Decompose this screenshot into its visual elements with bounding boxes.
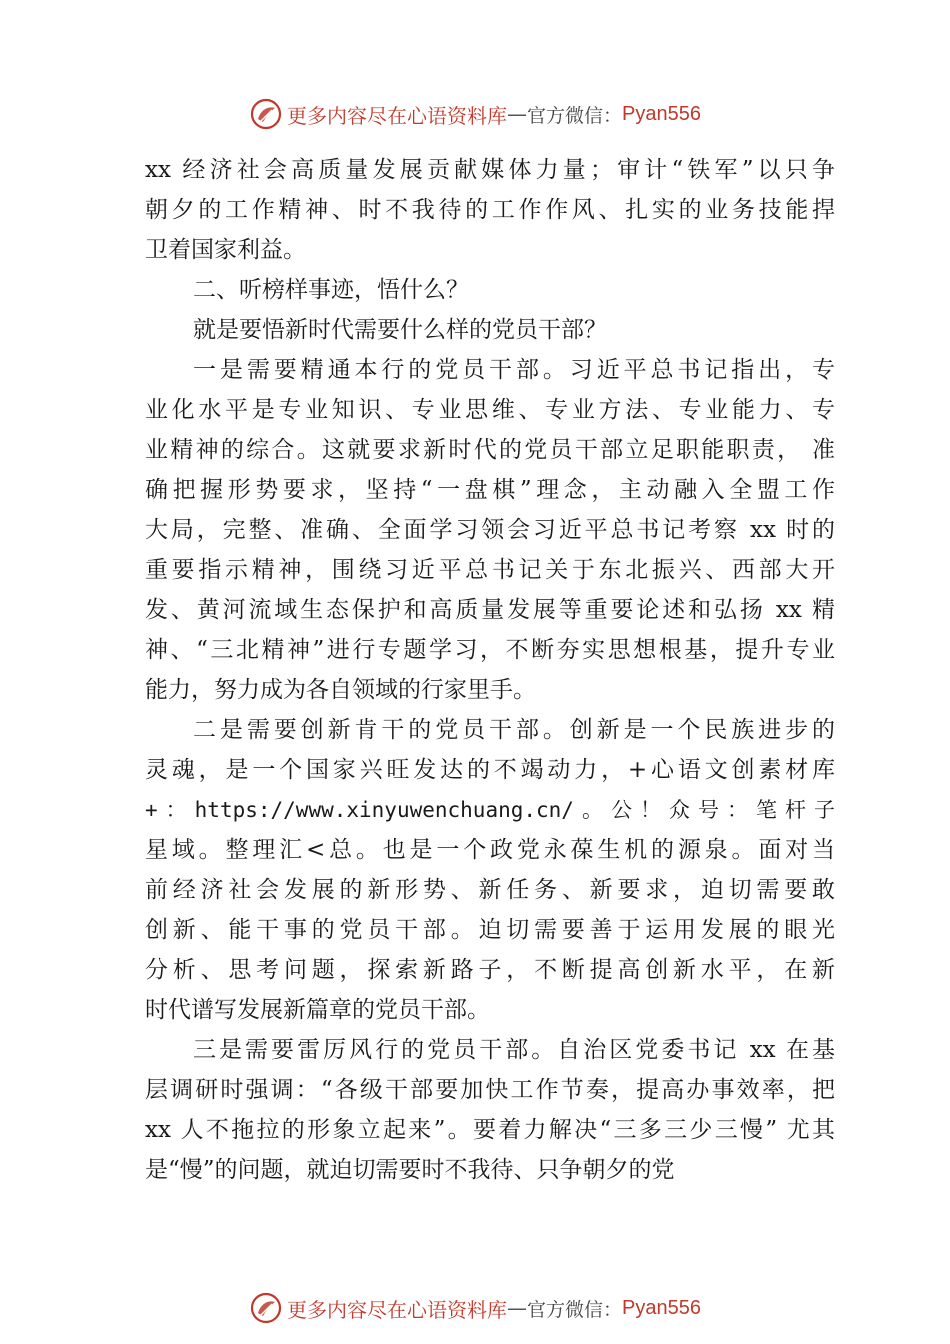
body-line: 分析、思考问题，探索新路子，不断提高创新水平，在新 (145, 957, 835, 983)
body-line: 确把握形势要求，坚持“一盘棋”理念，主动融入全盟工作 (145, 477, 835, 503)
body-line: 重要指示精神，围绕习近平总书记关于东北振兴、西部大开 (145, 557, 835, 583)
header-wechat-label: 官方微信： (527, 104, 623, 127)
body-line: 一是需要精通本行的党员干部。习近平总书记指出，专 (193, 357, 835, 383)
body-line: 发、黄河流域生态保护和高质量发展等重要论述和弘扬 xx 精 (145, 597, 835, 623)
body-line: 星域。整理汇<总。也是一个政党永葆生机的源泉。面对当 (145, 837, 835, 863)
body-line: xx 经济社会高质量发展贡献媒体力量；审计“铁军”以只争 (145, 157, 835, 183)
header-dash: — (507, 102, 527, 126)
body-line: 灵魂，是一个国家兴旺发达的不竭动力，+心语文创素材库 (145, 757, 835, 783)
brand-logo-icon (249, 97, 283, 131)
body-line: 二是需要创新肯干的党员干部。创新是一个民族进步的 (193, 717, 835, 743)
section-heading: 二、听榜样事迹，悟什么？ (193, 277, 469, 303)
header-banner (0, 94, 950, 134)
header-wechat-account: Pyan556 (622, 102, 701, 125)
body-line: 时代谱写发展新篇章的党员干部。 (145, 997, 490, 1023)
brand-logo-icon (249, 1291, 283, 1325)
body-line: 创新、能干事的党员干部。迫切需要善于运用发展的眼光 (145, 917, 835, 943)
footer-brand-text: 更多内容尽在心语资料库 (287, 1297, 507, 1322)
body-line: 业精神的综合。这就要求新时代的党员干部立足职能职责， 准 (145, 437, 835, 463)
body-line: 三是需要雷厉风行的党员干部。自治区党委书记 xx 在基 (193, 1037, 835, 1063)
body-line-url: +：https://www.xinyuwenchuang.cn/。公！众号：笔杆子 (145, 798, 835, 822)
body-line: xx 人不拖拉的形象立起来”。要着力解决“三多三少三慢” 尤其 (145, 1117, 835, 1143)
body-line: 卫着国家利益。 (145, 237, 306, 263)
body-line: 业化水平是专业知识、专业思维、专业方法、专业能力、专 (145, 397, 835, 423)
body-line: 能力，努力成为各自领域的行家里手。 (145, 677, 536, 703)
footer-wechat-account: Pyan556 (622, 1296, 701, 1319)
body-line: 就是要悟新时代需要什么样的党员干部？ (193, 317, 607, 343)
body-line: 前经济社会发展的新形势、新任务、新要求，迫切需要敢 (145, 877, 835, 903)
body-line: 朝夕的工作精神、时不我待的工作作风、扎实的业务技能捍 (145, 197, 835, 223)
footer-wechat-label: 官方微信： (527, 1298, 623, 1321)
body-line: 神、“三北精神”进行专题学习，不断夯实思想根基，提升专业 (145, 637, 835, 663)
header-brand-text: 更多内容尽在心语资料库 (287, 103, 507, 128)
body-line: 层调研时强调：“各级干部要加快工作节奏，提高办事效率，把 (145, 1077, 835, 1103)
body-line: 是“慢”的问题，就迫切需要时不我待、只争朝夕的党 (145, 1157, 675, 1183)
footer-dash: — (507, 1296, 527, 1320)
body-line: 大局，完整、准确、全面学习领会习近平总书记考察 xx 时的 (145, 517, 835, 543)
document-body (145, 150, 835, 1190)
footer-banner (0, 1288, 950, 1328)
